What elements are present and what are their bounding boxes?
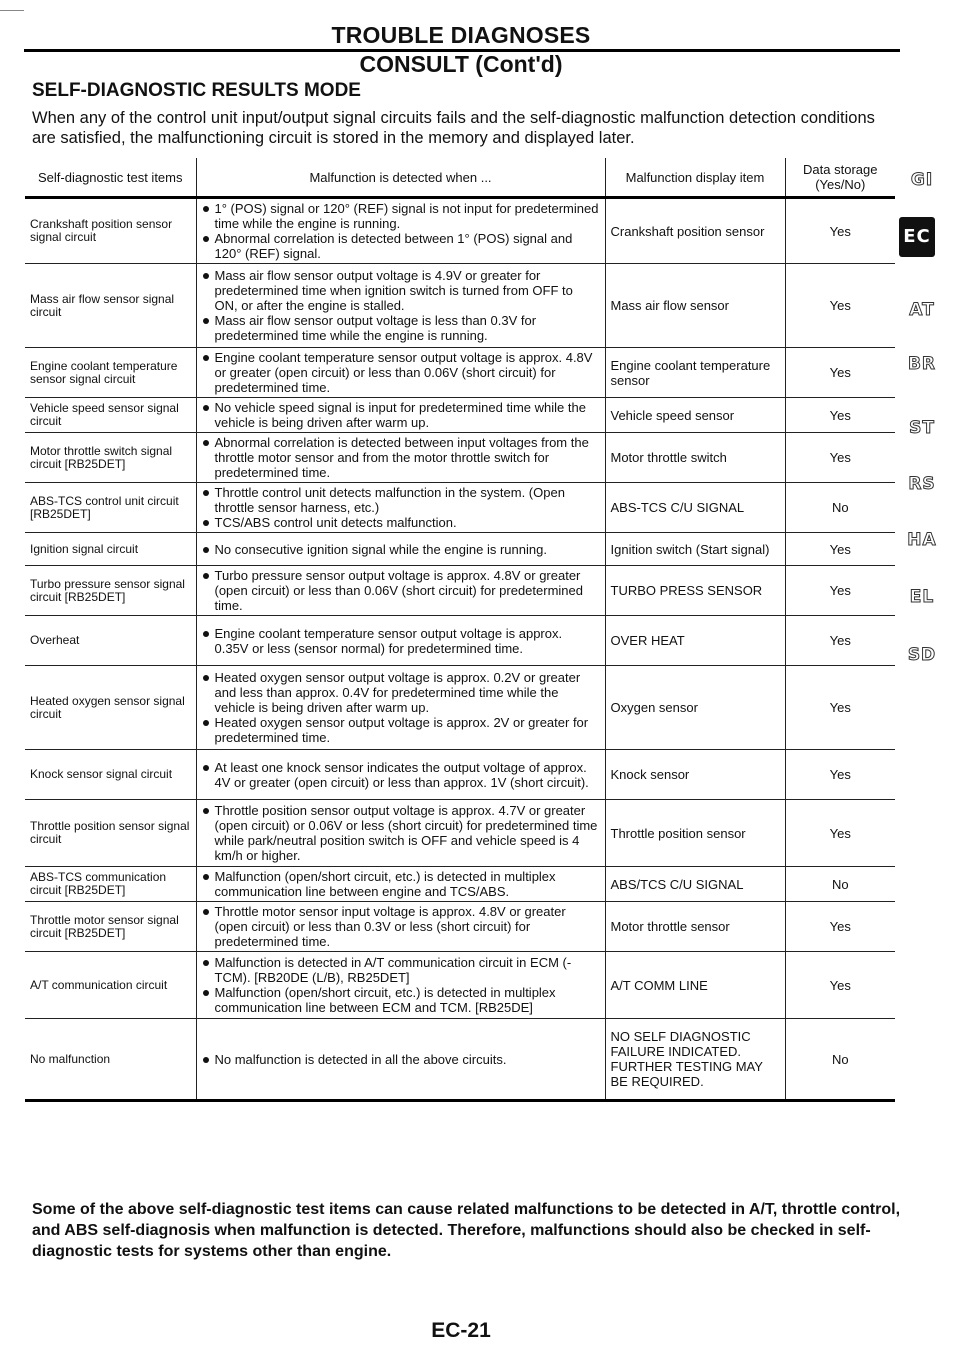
condition-item: Throttle position sensor output voltage is approx. 4.7V or greater (open circuit) or 0.06V or less (short circuit) for predetermined time while park/neutral position switch is OFF and vehicle speed is 4 km/h or higher. [202, 803, 600, 863]
condition-list [202, 955, 600, 1015]
malfunction-condition-cell [196, 616, 605, 666]
section-tab-gi[interactable]: GI [910, 170, 934, 190]
table-body [25, 198, 895, 1101]
malfunction-condition-cell [196, 533, 605, 566]
condition-item: Malfunction (open/short circuit, etc.) is detected in multiplex communication line between engine and TCS/ABS. [202, 869, 600, 899]
display-item-cell: OVER HEAT [605, 616, 785, 666]
header-test-items: Self-diagnostic test items [25, 158, 196, 198]
table-row [25, 666, 895, 750]
header-malfunction-condition: Malfunction is detected when ... [196, 158, 605, 198]
malfunction-condition-cell [196, 264, 605, 348]
display-item-cell: Motor throttle sensor [605, 902, 785, 952]
display-item-cell: Crankshaft position sensor [605, 198, 785, 264]
data-storage-cell: Yes [785, 750, 895, 800]
table-row [25, 264, 895, 348]
table-row [25, 566, 895, 616]
condition-list [202, 803, 600, 863]
section-tab-ec[interactable]: EC [899, 217, 935, 257]
table-row [25, 348, 895, 398]
display-item-cell: Knock sensor [605, 750, 785, 800]
test-item-cell: No malfunction [25, 1019, 196, 1101]
data-storage-cell: Yes [785, 264, 895, 348]
section-tab-sd[interactable]: SD [907, 645, 937, 665]
condition-list [202, 904, 600, 949]
condition-list [202, 268, 600, 343]
condition-item: Malfunction is detected in A/T communication circuit in ECM (-TCM). [RB20DE (L/B), RB25DET] [202, 955, 600, 985]
condition-item: TCS/ABS control unit detects malfunction. [202, 515, 600, 530]
malfunction-condition-cell [196, 666, 605, 750]
section-tab-rs[interactable]: RS [908, 474, 936, 494]
self-diagnostic-table [25, 158, 895, 1102]
condition-list [202, 485, 600, 530]
test-item-cell: Mass air flow sensor signal circuit [25, 264, 196, 348]
condition-item: Mass air flow sensor output voltage is 4.9V or greater for predetermined time when ignition switch is turned from OFF to ON, or after the engine is stalled. [202, 268, 600, 313]
header-display-item: Malfunction display item [605, 158, 785, 198]
malfunction-condition-cell [196, 1019, 605, 1101]
test-item-cell: Turbo pressure sensor signal circuit [RB25DET] [25, 566, 196, 616]
data-storage-cell: No [785, 867, 895, 902]
condition-item: Heated oxygen sensor output voltage is approx. 0.2V or greater and less than approx. 0.4V for predetermined time while the vehicle is being driven after warm up. [202, 670, 600, 715]
test-item-cell: Throttle motor sensor signal circuit [RB25DET] [25, 902, 196, 952]
condition-list [202, 568, 600, 613]
table-row [25, 533, 895, 566]
page-number: EC-21 [431, 1319, 491, 1342]
condition-item: Engine coolant temperature sensor output voltage is approx. 0.35V or less (sensor normal) for predetermined time. [202, 626, 600, 656]
table-row [25, 902, 895, 952]
display-item-cell: ABS-TCS C/U SIGNAL [605, 483, 785, 533]
header-data-storage: Data storage (Yes/No) [785, 158, 895, 198]
table-row [25, 198, 895, 264]
condition-item: No vehicle speed signal is input for predetermined time while the vehicle is being driven after warm up. [202, 400, 600, 430]
data-storage-cell: Yes [785, 902, 895, 952]
data-storage-cell: Yes [785, 533, 895, 566]
malfunction-condition-cell [196, 348, 605, 398]
condition-item: No consecutive ignition signal while the engine is running. [202, 542, 600, 557]
display-item-cell: Throttle position sensor [605, 800, 785, 867]
page-header-subtitle: CONSULT (Cont'd) [359, 51, 563, 77]
test-item-cell: Motor throttle switch signal circuit [RB25DET] [25, 433, 196, 483]
condition-list [202, 1052, 600, 1067]
section-tab-st[interactable]: ST [909, 418, 935, 438]
condition-list [202, 869, 600, 899]
corner-mark [0, 10, 24, 11]
data-storage-cell: Yes [785, 952, 895, 1019]
test-item-cell: Crankshaft position sensor signal circuit [25, 198, 196, 264]
malfunction-condition-cell [196, 433, 605, 483]
malfunction-condition-cell [196, 483, 605, 533]
condition-list [202, 350, 600, 395]
condition-list [202, 760, 600, 790]
data-storage-cell: Yes [785, 800, 895, 867]
test-item-cell: Vehicle speed sensor signal circuit [25, 398, 196, 433]
display-item-cell: Motor throttle switch [605, 433, 785, 483]
data-storage-cell: Yes [785, 616, 895, 666]
table-row [25, 483, 895, 533]
malfunction-condition-cell [196, 952, 605, 1019]
display-item-cell: NO SELF DIAGNOSTIC FAILURE INDICATED. FURTHER TESTING MAY BE REQUIRED. [605, 1019, 785, 1101]
condition-item: Throttle control unit detects malfunction in the system. (Open throttle sensor harness, etc.) [202, 485, 600, 515]
test-item-cell: ABS-TCS communication circuit [RB25DET] [25, 867, 196, 902]
table-row [25, 398, 895, 433]
condition-list [202, 670, 600, 745]
condition-item: 1° (POS) signal or 120° (REF) signal is not input for predetermined time while the engine is running. [202, 201, 600, 231]
table-row [25, 952, 895, 1019]
data-storage-cell: No [785, 483, 895, 533]
condition-item: Engine coolant temperature sensor output voltage is approx. 4.8V or greater (open circuit) or less than 0.06V (short circuit) for predetermined time. [202, 350, 600, 395]
display-item-cell: A/T COMM LINE [605, 952, 785, 1019]
data-storage-cell: Yes [785, 666, 895, 750]
malfunction-condition-cell [196, 750, 605, 800]
condition-item: Mass air flow sensor output voltage is less than 0.3V for predetermined time while the engine is running. [202, 313, 600, 343]
table-row [25, 867, 895, 902]
display-item-cell: Ignition switch (Start signal) [605, 533, 785, 566]
table-header-row [25, 158, 895, 198]
data-storage-cell: No [785, 1019, 895, 1101]
data-storage-cell: Yes [785, 433, 895, 483]
condition-item: At least one knock sensor indicates the output voltage of approx. 4V or greater (open circuit) or less than approx. 1V (short circuit). [202, 760, 600, 790]
display-item-cell: Mass air flow sensor [605, 264, 785, 348]
test-item-cell: Heated oxygen sensor signal circuit [25, 666, 196, 750]
section-tab-br[interactable]: BR [907, 354, 937, 374]
condition-item: Abnormal correlation is detected between input voltages from the throttle motor sensor and from the motor throttle switch for predetermined time. [202, 435, 600, 480]
condition-list [202, 626, 600, 656]
condition-item: Throttle motor sensor input voltage is approx. 4.8V or greater (open circuit) or less than 0.3V or less (short circuit) for predetermined time. [202, 904, 600, 949]
condition-list [202, 201, 600, 261]
test-item-cell: Engine coolant temperature sensor signal circuit [25, 348, 196, 398]
section-index-tabs [897, 0, 947, 1358]
condition-item: Malfunction (open/short circuit, etc.) is detected in multiplex communication line between ECM and TCM. [RB25DE] [202, 985, 600, 1015]
display-item-cell: Vehicle speed sensor [605, 398, 785, 433]
test-item-cell: Throttle position sensor signal circuit [25, 800, 196, 867]
page-header-title: TROUBLE DIAGNOSES [331, 22, 591, 48]
table-row [25, 1019, 895, 1101]
intro-paragraph: When any of the control unit input/output signal circuits fails and the self-diagnostic malfunction detection conditions are satisfied, the malfunctioning circuit is stored in the memory and displayed later. [32, 109, 875, 147]
malfunction-condition-cell [196, 800, 605, 867]
malfunction-condition-cell [196, 867, 605, 902]
data-storage-cell: Yes [785, 566, 895, 616]
condition-item: No malfunction is detected in all the above circuits. [202, 1052, 600, 1067]
table-row [25, 616, 895, 666]
malfunction-condition-cell [196, 566, 605, 616]
malfunction-condition-cell [196, 198, 605, 264]
condition-list [202, 400, 600, 430]
table-row [25, 750, 895, 800]
display-item-cell: ABS/TCS C/U SIGNAL [605, 867, 785, 902]
display-item-cell: TURBO PRESS SENSOR [605, 566, 785, 616]
malfunction-condition-cell [196, 902, 605, 952]
condition-list [202, 542, 600, 557]
section-tab-at[interactable]: AT [909, 300, 935, 320]
section-tab-el[interactable]: EL [909, 587, 935, 607]
footnote: Some of the above self-diagnostic test items can cause related malfunctions to be detected in A/T, throttle control, and ABS self-diagnosis when malfunction is detected. Therefore, malfunctions should also be checked in self-diagnostic tests for systems other than engine. [32, 1201, 901, 1260]
section-title: SELF-DIAGNOSTIC RESULTS MODE [32, 80, 361, 101]
condition-item: Turbo pressure sensor output voltage is approx. 4.8V or greater (open circuit) or less than 0.06V (short circuit) for predetermined time. [202, 568, 600, 613]
display-item-cell: Engine coolant temperature sensor [605, 348, 785, 398]
table-row [25, 433, 895, 483]
table-row [25, 800, 895, 867]
data-storage-cell: Yes [785, 198, 895, 264]
section-tab-ha[interactable]: HA [907, 530, 937, 550]
test-item-cell: ABS-TCS control unit circuit [RB25DET] [25, 483, 196, 533]
test-item-cell: Ignition signal circuit [25, 533, 196, 566]
condition-list [202, 435, 600, 480]
display-item-cell: Oxygen sensor [605, 666, 785, 750]
condition-item: Abnormal correlation is detected between 1° (POS) signal and 120° (REF) signal. [202, 231, 600, 261]
test-item-cell: Knock sensor signal circuit [25, 750, 196, 800]
test-item-cell: Overheat [25, 616, 196, 666]
condition-item: Heated oxygen sensor output voltage is approx. 2V or greater for predetermined time. [202, 715, 600, 745]
data-storage-cell: Yes [785, 348, 895, 398]
data-storage-cell: Yes [785, 398, 895, 433]
malfunction-condition-cell [196, 398, 605, 433]
test-item-cell: A/T communication circuit [25, 952, 196, 1019]
